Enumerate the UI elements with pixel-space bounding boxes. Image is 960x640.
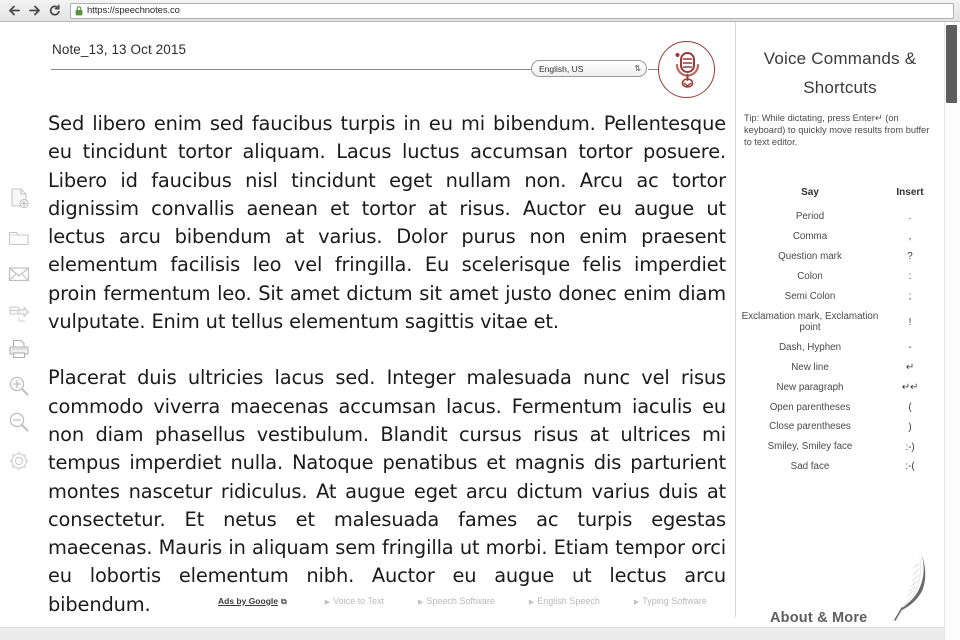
ads-info-icon: ⧉ [280,596,287,606]
table-row [740,378,940,398]
email-icon[interactable] [5,260,33,288]
cell-say: Semi Colon [784,290,836,302]
cell-insert: , [908,231,912,243]
feather-quill-icon[interactable] [891,550,929,622]
export-icon[interactable] [5,299,33,327]
cell-say: Smiley, Smiley face [767,441,853,453]
language-selector-value: English, US [539,63,584,74]
note-title[interactable]: Note_13, 13 Oct 2015 [52,42,187,57]
note-paragraph: Placerat duis ultricies lacus sed. Integer malesuada nunc vel risus commodo viverra maecenas accumsan lacus. Fermentum iaculis eu non diam phasellus vestibulum. Blandit cursus risus at ultrices mi tempus imperdiet nulla. Natoque penatibus et magnis dis parturient montes nascetur ridiculus. At augue eget arcu dictum varius duis at consectetur. Et netus et malesuada fames ac turpis egestas maecenas. Mauris in aliquam sem fringilla ut morbi. Etiam tempor orci eu lobortis elementum nibh. Auctor eu augue ut lectus arcu bibendum. [48,366,726,616]
cell-say: Open parentheses [769,401,851,413]
voice-commands-sidebar [736,22,944,640]
table-row [740,207,940,227]
cell-say: Question mark [778,250,842,262]
page-content [0,22,960,640]
browser-chrome [0,0,960,22]
table-row [740,417,940,437]
cell-insert: :-) [905,441,915,453]
cell-insert: ( [908,401,912,413]
cell-insert: ) [908,421,912,433]
sidebar-title-line2: Shortcuts [803,78,877,97]
cell-say: New paragraph [776,381,844,393]
table-row [740,267,940,287]
cell-say: Period [795,211,825,223]
language-selector[interactable] [531,60,647,77]
cell-insert: :-( [905,461,915,473]
cell-say: Sad face [790,461,830,473]
print-icon[interactable] [5,335,33,363]
note-text-editor[interactable] [48,110,726,619]
cell-insert: : [908,271,912,283]
microphone-button[interactable] [658,41,715,98]
ads-strip [218,592,738,610]
forward-arrow-icon[interactable] [24,2,44,20]
table-row [740,457,940,477]
table-header-row [740,187,940,207]
caret-icon: ▶ [417,599,424,606]
url-text: https://speechnotes.co [87,5,180,16]
cell-insert: ↵ [905,362,915,374]
editor-column [38,22,735,640]
microphone-icon [670,50,704,90]
scrollbar-thumb[interactable] [946,25,957,103]
table-row [740,287,940,307]
open-folder-icon[interactable] [5,224,33,252]
caret-icon: ▶ [324,599,331,606]
sidebar-title [736,44,944,102]
note-paragraph: Sed libero enim sed faucibus turpis in eu mi bibendum. Pellentesque eu tincidunt tortor aliquam. Lacus luctus accumsan tortor posuere. Libero id faucibus nisl tincidunt eget nullam non. Arcu ac tortor dignissim convallis aenean et tortor at risus. Auctor eu augue ut lectus arcu bibendum at varius. Dolor purus non enim praesent elementum facilisis leo vel fringilla. Eu scelerisque felis imperdiet proin fermentum leo. Sit amet dictum sit amet justo donec enim diam vulputate. Enim ut tellus elementum sagittis vitae et. [48,112,726,334]
cell-insert: ; [908,290,912,302]
new-document-icon[interactable] [5,184,33,212]
cell-say: Comma [792,231,828,243]
voice-commands-table [740,187,940,477]
table-row [740,227,940,247]
table-row [740,338,940,358]
cell-insert: - [908,342,912,354]
column-header-say: Say [801,187,819,198]
ad-link[interactable]: ▶ Typing Software [633,596,707,606]
lock-icon [75,6,83,16]
zoom-out-icon[interactable] [5,408,33,436]
cell-say: Dash, Hyphen [778,341,842,353]
page-bottom-edge [0,627,944,640]
cell-say: New line [791,361,829,373]
table-row [740,247,940,267]
table-row [740,397,940,417]
table-row [740,306,940,337]
back-arrow-icon[interactable] [4,2,24,20]
sidebar-title-line1: Voice Commands & [763,49,917,68]
cell-say: Exclamation mark, Exclamation point [741,310,879,334]
caret-icon: ▶ [633,599,640,606]
reload-icon[interactable] [44,2,64,20]
ad-link[interactable]: ▶ Speech Software [417,596,495,606]
left-toolbar [0,22,38,640]
ads-by-google-label[interactable]: Ads by Google ⧉ [218,595,287,606]
stepper-arrows-icon: ⇅ [634,63,641,73]
dictation-tip: Tip: While dictating, press Enter↵ (on keyboard) to quickly move results from buffer to text editor. [744,113,930,148]
cell-insert: ↵↵ [901,381,919,393]
title-divider [51,69,536,70]
ad-link[interactable]: ▶ English Speech [528,596,600,606]
cell-say: Colon [797,270,823,282]
cell-insert: . [908,211,912,223]
settings-gear-icon[interactable] [5,447,33,475]
zoom-in-icon[interactable] [5,372,33,400]
table-row [740,358,940,378]
cell-say: Close parentheses [769,421,851,433]
table-row [740,437,940,457]
about-and-more-link[interactable]: About & More [770,610,868,626]
scrollbar-track[interactable] [944,22,960,640]
cell-insert: ? [907,251,913,263]
url-bar[interactable] [70,3,954,19]
column-header-insert: Insert [896,187,924,198]
ad-link[interactable]: ▶ Voice to Text [324,596,384,606]
cell-insert: ! [908,316,912,328]
caret-icon: ▶ [528,599,535,606]
